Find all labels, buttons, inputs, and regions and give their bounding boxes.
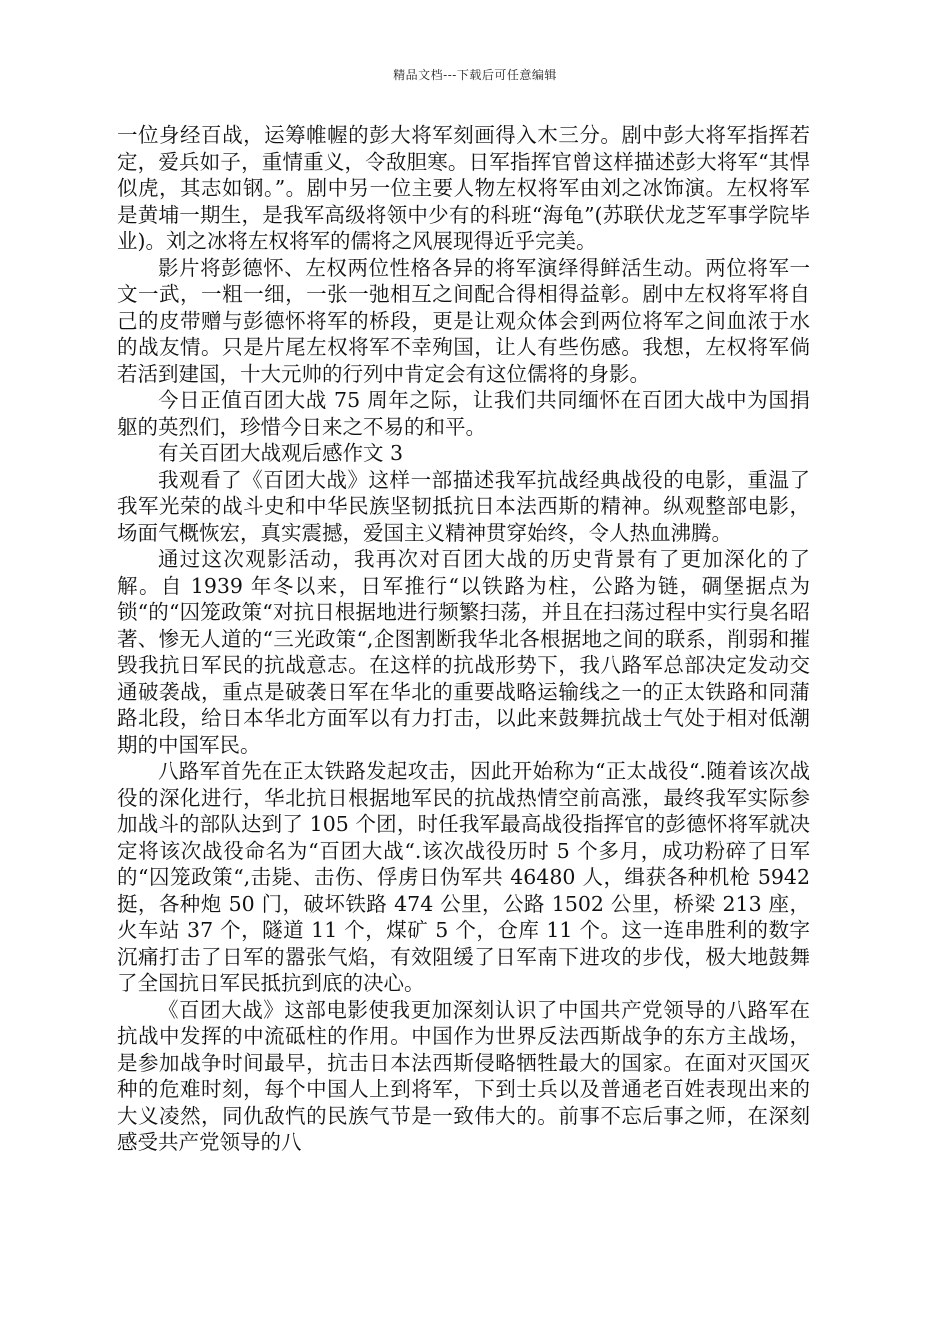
paragraph: 我观看了《百团大战》这样一部描述我军抗战经典战役的电影，重温了我军光荣的战斗史和中华民族坚韧抵抗日本法西斯的精神。纵观整部电影，场面气概恢宏，真实震撼，爱国主义精神贯穿始终，令人热血沸腾。: [117, 467, 810, 545]
paragraph: 今日正值百团大战 75 周年之际，让我们共同缅怀在百团大战中为国捐躯的英烈们，珍惜今日来之不易的和平。: [117, 388, 810, 439]
paragraph: 影片将彭德怀、左权两位性格各异的将军演绎得鲜活生动。两位将军一文一武，一粗一细，一张一弛相互之间配合得相得益彰。剧中左权将军将自己的皮带赠与彭德怀将军的桥段，更是让观众体会到两位将军之间血浓于水的战友情。只是片尾左权将军不幸殉国，让人有些伤感。我想，左权将军倘若活到建国，十大元帅的行列中肯定会有这位儒将的身影。: [117, 255, 810, 386]
paragraph: 《百团大战》这部电影使我更加深刻认识了中国共产党领导的八路军在抗战中发挥的中流砥柱的作用。中国作为世界反法西斯战争的东方主战场，是参加战争时间最早，抗击日本法西斯侵略牺牲最大的国家。在面对灭国灭种的危难时刻，每个中国人上到将军，下到士兵以及普通老百姓表现出来的大义凌然，同仇敌忾的民族气节是一致伟大的。前事不忘后事之师，在深刻感受共产党领导的八: [117, 997, 810, 1154]
document-body: [117, 122, 810, 1156]
paragraph: 八路军首先在正太铁路发起攻击，因此开始称为“正太战役“.随着该次战役的深化进行，华北抗日根据地军民的抗战热情空前高涨，最终我军实际参加战斗的部队达到了 105 个团，时任我军最高战役指挥官的彭德怀将军就决定将该次战役命名为“百团大战“.该次战役历时 5 个多月，成功粉碎了日军的“囚笼政策“,击毙、击伤、俘虏日伪军共 46480 人，缉获各种机枪 5942 挺，各种炮 50 门，破坏铁路 474 公里，公路 1502 公里，桥梁 213 座，火车站 37 个，隧道 11 个，煤矿 5 个，仓库 11 个。这一连串胜利的数字沉痛打击了日军的嚣张气焰，有效阻缓了日军南下进攻的步伐，极大地鼓舞了全国抗日军民抵抗到底的决心。: [117, 759, 810, 995]
paragraph: 通过这次观影活动，我再次对百团大战的历史背景有了更加深化的了解。自 1939 年冬以来，日军推行“以铁路为柱，公路为链，碉堡据点为锁“的“囚笼政策“对抗日根据地进行频繁扫荡，并且在扫荡过程中实行臭名昭著、惨无人道的“三光政策“,企图割断我华北各根据地之间的联系，削弱和摧毁我抗日军民的抗战意志。在这样的抗战形势下，我八路军总部决定发动交通破袭战，重点是破袭日军在华北的重要战略运输线之一的正太铁路和同蒲路北段，给日本华北方面军以有力打击，以此来鼓舞抗战士气处于相对低潮期的中国军民。: [117, 547, 810, 757]
page-header: 精品文档---下载后可任意编辑: [393, 68, 557, 82]
section-heading: 有关百团大战观后感作文 3: [158, 441, 404, 465]
paragraph: 一位身经百战，运筹帷幄的彭大将军刻画得入木三分。剧中彭大将军指挥若定，爱兵如子，重情重义，令敌胆寒。日军指挥官曾这样描述彭大将军“其悍似虎，其志如钢。”。剧中另一位主要人物左权将军由刘之冰饰演。左权将军是黄埔一期生，是我军高级将领中少有的科班“海龟”(苏联伏龙芝军事学院毕业)。刘之冰将左权将军的儒将之风展现得近乎完美。: [117, 123, 810, 253]
